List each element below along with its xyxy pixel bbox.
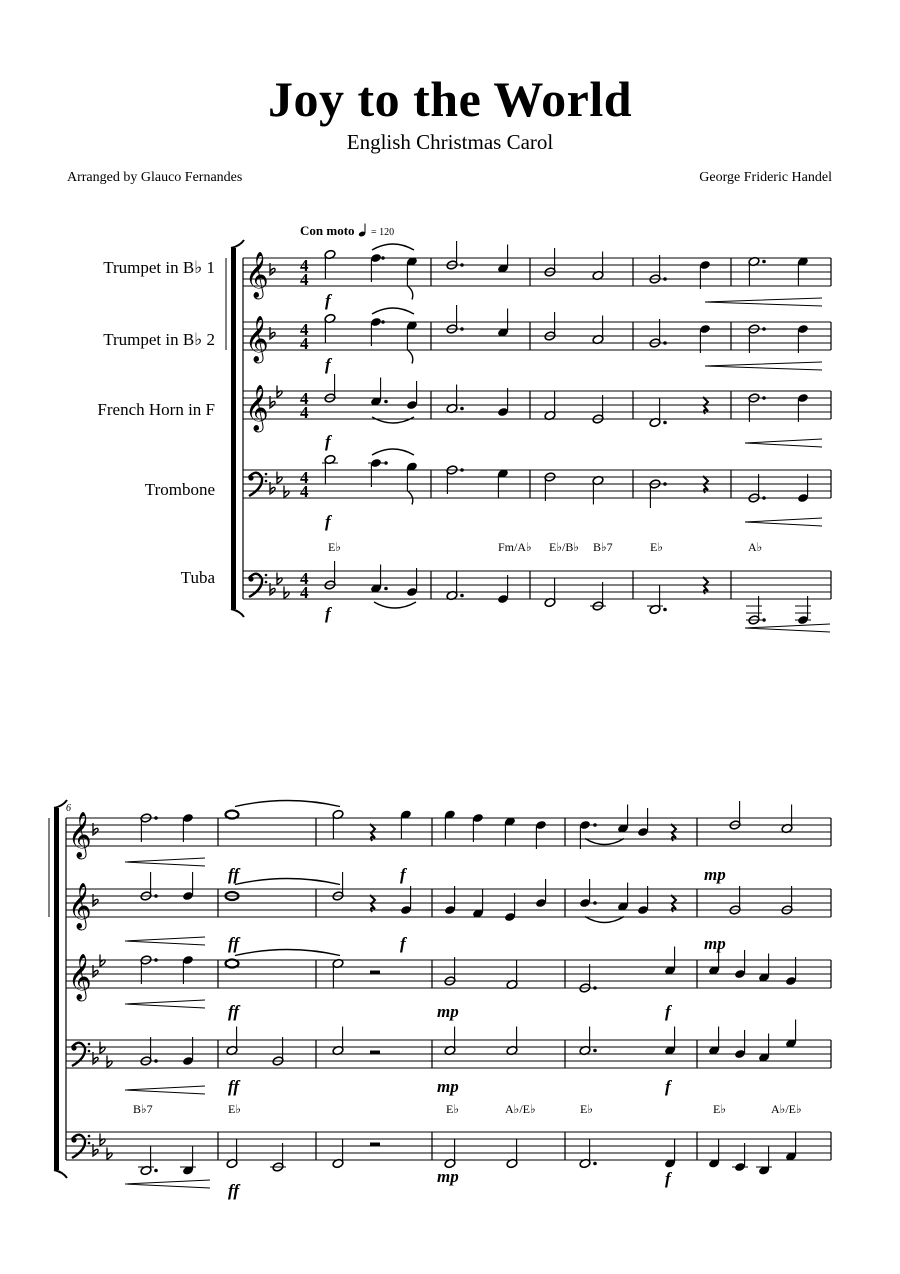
note [226, 960, 239, 968]
half-rest [370, 971, 380, 975]
note [226, 811, 239, 819]
bass-clef-dot [71, 1045, 76, 1050]
bass-clef-dot [88, 1043, 91, 1046]
crescendo-hairpin [705, 362, 822, 370]
augmentation-dot [663, 277, 667, 281]
dynamic-marking: ff [228, 865, 240, 884]
treble-clef-icon: 𝄞 [68, 883, 92, 929]
slur [235, 801, 340, 807]
chord-symbol: E♭ [328, 540, 341, 554]
augmentation-dot [762, 327, 766, 331]
augmentation-dot [384, 587, 388, 591]
time-signature-top: 4 [300, 389, 309, 408]
system-1 [226, 240, 831, 632]
slur [374, 602, 416, 608]
bracket-hook [231, 240, 244, 248]
bass-clef-dot [71, 1137, 76, 1142]
augmentation-dot [663, 482, 667, 486]
composer-credit: George Frideric Handel [699, 170, 832, 185]
augmentation-dot [593, 823, 597, 827]
augmentation-dot [762, 396, 766, 400]
dynamic-marking: mp [437, 1002, 459, 1021]
dynamic-marking: mp [704, 865, 726, 884]
treble-clef-icon: 𝄞 [245, 316, 269, 362]
augmentation-dot [593, 1162, 597, 1166]
augmentation-dot [460, 327, 464, 331]
score-title: Joy to the World [267, 71, 633, 127]
chord-symbol: E♭ [228, 1102, 241, 1116]
dynamic-marking: mp [437, 1167, 459, 1186]
chord-symbol: Fm/A♭ [498, 540, 532, 554]
chord-symbol: A♭/E♭ [771, 1102, 802, 1116]
augmentation-dot [384, 461, 388, 465]
slur [235, 950, 340, 956]
augmentation-dot [593, 901, 597, 905]
bracket-hook [54, 1170, 67, 1178]
augmentation-dot [154, 894, 158, 898]
bracket-hook [231, 609, 244, 617]
dynamic-marking: f [325, 432, 331, 451]
dynamic-marking: ff [228, 934, 240, 953]
dynamic-marking: mp [704, 934, 726, 953]
treble-clef-icon: 𝄞 [68, 954, 92, 1000]
time-signature-top: 4 [300, 320, 309, 339]
dynamic-marking: ff [228, 1181, 240, 1200]
slur [372, 449, 414, 455]
dynamic-marking: f [325, 355, 331, 374]
augmentation-dot [762, 496, 766, 500]
augmentation-dot [384, 400, 388, 404]
dynamic-marking: f [325, 604, 331, 623]
augmentation-dot [154, 1059, 158, 1063]
time-signature-top: 4 [300, 569, 309, 588]
augmentation-dot [460, 594, 464, 598]
instrument-name-trumpet-1: Trumpet in B♭ 1 [103, 258, 215, 277]
bass-clef-dot [265, 574, 268, 577]
chord-symbol: E♭ [580, 1102, 593, 1116]
score-subtitle: English Christmas Carol [346, 130, 554, 154]
treble-clef-icon: 𝄞 [245, 252, 269, 298]
augmentation-dot [381, 256, 385, 260]
bass-clef-dot [88, 1135, 91, 1138]
crescendo-hairpin [745, 439, 822, 447]
augmentation-dot [381, 320, 385, 324]
time-signature-bottom: 4 [300, 403, 309, 422]
bass-clef-dot [265, 581, 268, 584]
dynamic-marking: mp [437, 1077, 459, 1096]
time-signature-bottom: 4 [300, 583, 309, 602]
bass-clef-dot [88, 1050, 91, 1053]
bracket-hook [54, 800, 67, 808]
time-signature-bottom: 4 [300, 270, 309, 289]
time-signature-bottom: 4 [300, 334, 309, 353]
augmentation-dot [460, 407, 464, 411]
instrument-name-trombone: Trombone [144, 480, 215, 499]
note-flag [407, 350, 413, 364]
crescendo-hairpin [125, 937, 205, 945]
time-signature-top: 4 [300, 468, 309, 487]
metronome-value: = 120 [371, 227, 395, 238]
augmentation-dot [593, 986, 597, 990]
slur [372, 308, 414, 314]
tempo-text: Con moto [300, 223, 355, 238]
system-2 [49, 800, 831, 1200]
augmentation-dot [762, 260, 766, 264]
augmentation-dot [154, 958, 158, 962]
augmentation-dot [663, 421, 667, 425]
crescendo-hairpin [705, 298, 822, 306]
bass-clef-dot [88, 1142, 91, 1145]
treble-clef-icon: 𝄞 [68, 812, 92, 858]
time-signature-bottom: 4 [300, 482, 309, 501]
chord-symbol: A♭/E♭ [505, 1102, 536, 1116]
system-bracket [231, 248, 236, 609]
instrument-name-trumpet-2: Trumpet in B♭ 2 [103, 330, 215, 349]
chord-symbol: B♭7 [593, 540, 613, 554]
chord-symbol: A♭ [748, 540, 763, 554]
half-rest [370, 1143, 380, 1147]
chord-symbol: E♭ [446, 1102, 459, 1116]
dynamic-marking: f [665, 1002, 671, 1021]
slur [372, 417, 414, 423]
dynamic-marking: f [325, 291, 331, 310]
dynamic-marking: f [665, 1077, 671, 1096]
dynamic-marking: ff [228, 1077, 240, 1096]
bass-clef-dot [265, 473, 268, 476]
bass-clef-dot [265, 480, 268, 483]
instrument-name-tuba: Tuba [180, 568, 215, 587]
slur [235, 879, 340, 885]
dynamic-marking: f [665, 1169, 671, 1188]
instrument-name-french-horn: French Horn in F [97, 400, 215, 419]
augmentation-dot [663, 608, 667, 612]
chord-symbol: E♭ [650, 540, 663, 554]
time-signature-top: 4 [300, 256, 309, 275]
augmentation-dot [460, 263, 464, 267]
augmentation-dot [593, 1049, 597, 1053]
dynamic-marking: f [400, 934, 406, 953]
augmentation-dot [663, 341, 667, 345]
system-bracket [54, 808, 59, 1170]
treble-clef-icon: 𝄞 [245, 385, 269, 431]
augmentation-dot [154, 1169, 158, 1173]
crescendo-hairpin [125, 1000, 205, 1008]
measure-number: 6 [66, 803, 71, 814]
half-rest [370, 1051, 380, 1055]
arranger-credit: Arranged by Glauco Fernandes [67, 170, 243, 185]
crescendo-hairpin [125, 1180, 210, 1188]
crescendo-hairpin [125, 858, 205, 866]
chord-symbol: E♭ [713, 1102, 726, 1116]
augmentation-dot [460, 468, 464, 472]
dynamic-marking: ff [228, 1002, 240, 1021]
dynamic-marking: f [400, 865, 406, 884]
slur [372, 244, 414, 250]
crescendo-hairpin [125, 1086, 205, 1094]
augmentation-dot [762, 618, 766, 622]
crescendo-hairpin [745, 518, 822, 526]
augmentation-dot [154, 816, 158, 820]
crescendo-hairpin [745, 624, 830, 632]
chord-symbol: E♭/B♭ [549, 540, 579, 554]
dynamic-marking: f [325, 512, 331, 531]
chord-symbol: B♭7 [133, 1102, 153, 1116]
note-flag [407, 286, 413, 300]
bass-clef-dot [248, 475, 253, 480]
bass-clef-dot [248, 576, 253, 581]
